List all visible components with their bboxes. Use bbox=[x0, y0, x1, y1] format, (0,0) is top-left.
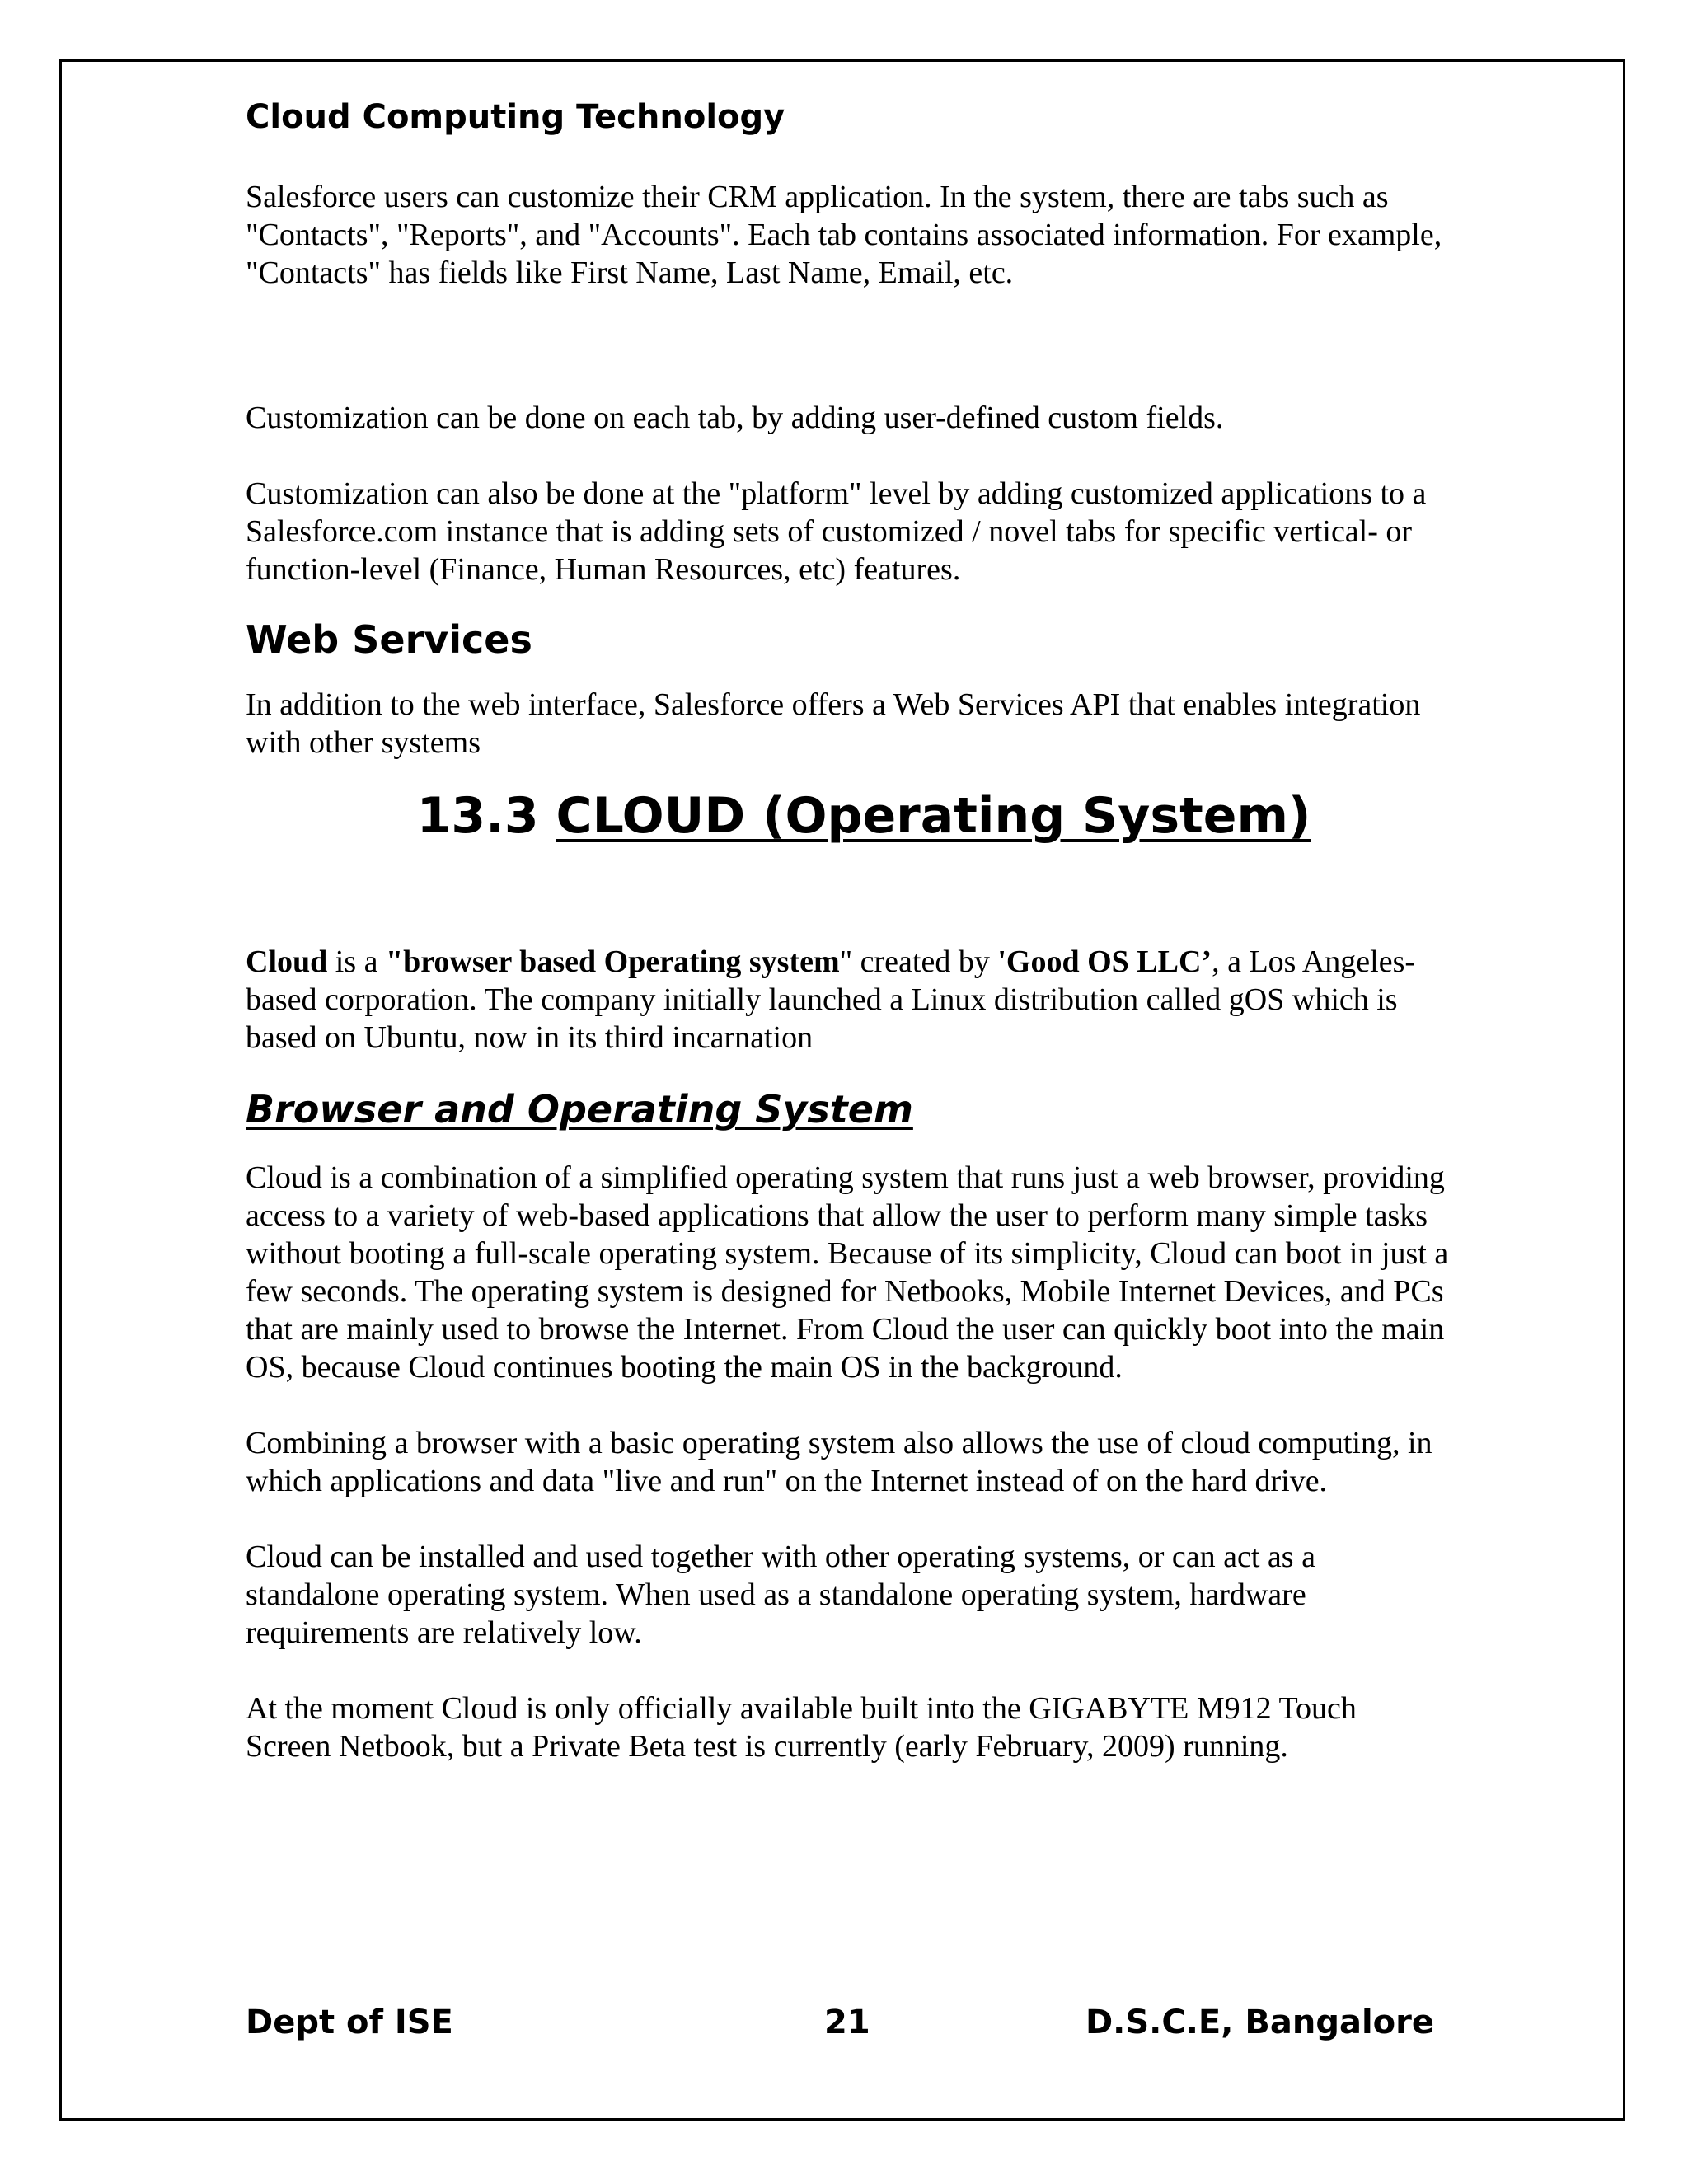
web-services-paragraph: In addition to the web interface, Salesforce offers a Web Services API that enables integration with other systems bbox=[246, 687, 1421, 760]
footer-department: Dept of ISE bbox=[246, 2004, 453, 2041]
company-name: 'Good OS LLC’ bbox=[997, 944, 1212, 979]
cloud-intro-text-2: " created by bbox=[839, 944, 998, 979]
browser-os-paragraph-1: Cloud is a combination of a simplified operating system that runs just a web browser, providing access to a variety of web-based applications that allow the user to perform many simple tasks without booting a full-scale operating system. Because of its simplicity, Cloud can boot in just a few seconds. The operating system is designed for Netbooks, Mobile Internet Devices, and PCs that are mainly used to browse the Internet. From Cloud the user can quickly boot into the main OS, because Cloud continues booting the main OS in the background. bbox=[246, 1160, 1449, 1385]
browser-os-heading: Browser and Operating System bbox=[246, 1087, 913, 1132]
cloud-intro-text-3: , a Los Angeles-based corporation. The company initially launched a Linux distribution called gOS which is based on Ubuntu, now in its third incarnation bbox=[246, 944, 1416, 1055]
footer-institution: D.S.C.E, Bangalore bbox=[1085, 2004, 1434, 2041]
customization-tab-paragraph: Customization can be done on each tab, by adding user-defined custom fields. bbox=[246, 401, 1224, 435]
chapter-title: CLOUD (Operating System) bbox=[556, 787, 1311, 845]
customization-platform-paragraph: Customization can also be done at the "platform" level by adding customized applications to a Salesforce.com instance that is adding sets of customized / novel tabs for specific vertical- or function-level (Finance, Human Resources, etc) features. bbox=[246, 476, 1427, 587]
browser-os-paragraph-4: At the moment Cloud is only officially available built into the GIGABYTE M912 Touch Screen Netbook, but a Private Beta test is currently (early February, 2009) running. bbox=[246, 1691, 1357, 1764]
footer-page-number: 21 bbox=[824, 2004, 870, 2041]
browser-os-paragraph-3: Cloud can be installed and used together with other operating systems, or can act as a standalone operating system. When used as a standalone operating system, hardware requirements are relatively low. bbox=[246, 1540, 1315, 1650]
browser-os-paragraph-2: Combining a browser with a basic operating system also allows the use of cloud computing, in which applications and data "live and run" on the Internet instead of on the hard drive. bbox=[246, 1426, 1432, 1498]
cloud-intro-paragraph bbox=[246, 943, 1449, 1057]
browser-os-quote: "browser based Operating system bbox=[386, 944, 840, 979]
web-services-heading: Web Services bbox=[246, 617, 532, 662]
cloud-term: Cloud bbox=[246, 944, 328, 979]
page-content bbox=[246, 91, 1449, 1765]
running-header: Cloud Computing Technology bbox=[246, 98, 785, 136]
cloud-intro-text-1: is a bbox=[327, 944, 386, 979]
chapter-number: 13.3 bbox=[416, 787, 539, 845]
chapter-heading bbox=[246, 783, 1449, 849]
salesforce-intro-paragraph: Salesforce users can customize their CRM application. In the system, there are tabs such as "Contacts", "Reports", and "Accounts". Each tab contains associated information. For example, "Contacts" has fields like First Name, Last Name, Email, etc. bbox=[246, 180, 1442, 290]
page-footer bbox=[246, 1998, 1449, 2047]
